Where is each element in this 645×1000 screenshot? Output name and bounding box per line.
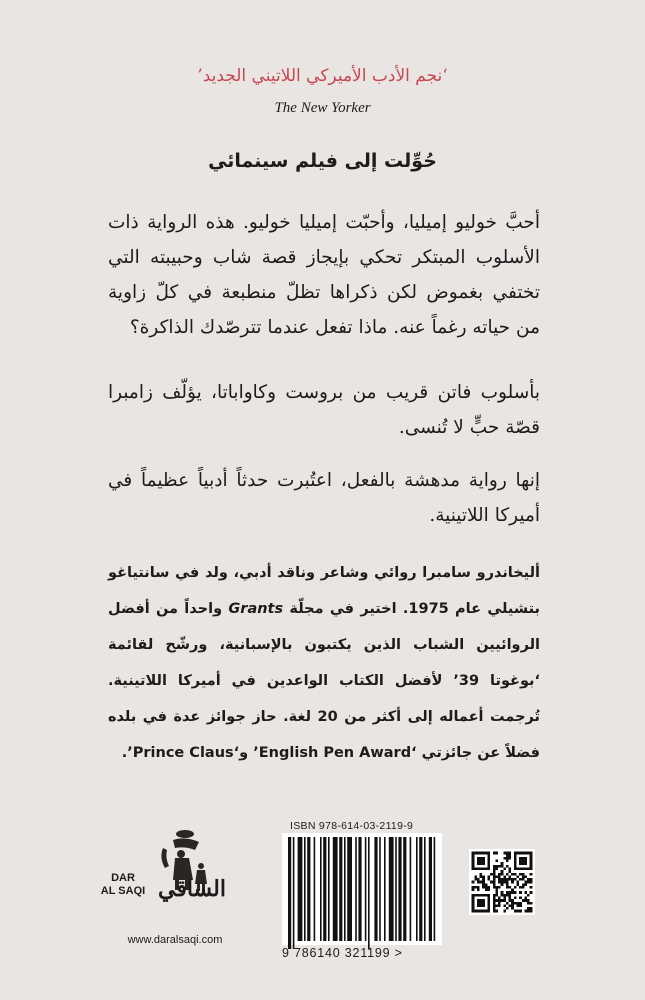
qr-code-icon — [469, 849, 535, 915]
blurb-paragraph-1: أحبَّ خوليو إميليا، وأحبّت إميليا خوليو. هذه الرواية ذات الأسلوب المبتكر تحكي بإيجاز قصة شاب وحبيبته التي تختفي بغموض لكن ذكراها تظلّ منطبعة في كلّ زاوية من حياته رغماً عنه. ماذا تفعل عندما تترصّدك الذاكرة؟ — [108, 212, 540, 338]
bio-award-1: ‘English Pen Award’ — [253, 745, 417, 761]
film-adaptation-note: حُوِّلت إلى فيلم سينمائي — [208, 150, 437, 172]
quote-source: The New Yorker — [274, 100, 371, 116]
bio-award-2: ‘Prince Claus’ — [127, 745, 240, 761]
blurb-paragraph-3: إنها رواية مدهشة بالفعل، اعتُبرت حدثاً أدبياً عظيماً في أميركا اللاتينية. — [108, 470, 540, 526]
bio-part-2: واحداً من أفضل الروائيين الشباب الذين يكتبون بالإسبانية، ورشّح لقائمة ‘بوغوتا 39’ لأفضل الكتاب الواعدين في أميركا اللاتينية. تُرجمت أعماله إلى أكثر من 20 لغة. حاز جوائز عدة في بلده فضلاً عن جائزتي — [108, 601, 540, 761]
publisher-website: www.daralsaqi.com — [127, 934, 223, 946]
publisher-name-arabic: الساقي — [158, 876, 226, 902]
bio-part-1: أليخاندرو سامبرا روائي وشاعر وناقد أدبي، ولد في سانتياغو بتشيلي عام 1975. اختير في مجلّة — [108, 565, 540, 617]
barcode-icon — [282, 833, 442, 963]
bio-end: . — [121, 745, 128, 761]
barcode-digits: 9 786140 321199 > — [282, 946, 403, 960]
isbn-label: ISBN 978-614-03-2119-9 — [290, 820, 414, 832]
author-bio — [108, 555, 540, 771]
bio-magazine: Grants — [228, 601, 284, 617]
publisher-name-line-1: DAR — [111, 872, 135, 884]
publisher-name-line-2: AL SAQI — [100, 885, 146, 897]
publisher-name-latin — [100, 872, 146, 898]
bio-connector: و — [239, 745, 249, 761]
blurb-paragraph-2: بأسلوب فاتن قريب من بروست وكاواباتا، يؤلّف زامبرا قصّة حبٍّ لا تُنسى. — [108, 382, 540, 438]
press-quote: ‘نجم الأدب الأميركي اللاتيني الجديد’ — [197, 66, 448, 86]
